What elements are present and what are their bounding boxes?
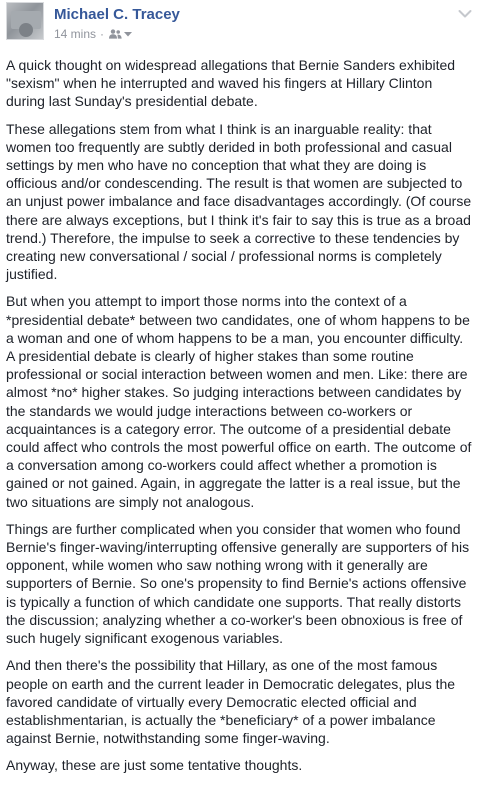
post-header: [0, 0, 480, 56]
meta-separator: ·: [100, 27, 105, 41]
post-paragraph: These allegations stem from what I think is an inarguable reality: that women too frequently are subtly derided in both professional and casual settings by men who have no conception that what they are doing is officious and/or condescending. The result is that women are subjected to an unjust power imbalance and face disadvantages accordingly. (Of course there are always exceptions, but I think it's fair to say this is true as a broad trend.) Therefore, the impulse to seek a corrective to these tendencies by creating new conversational / social / professional norms is completely justified.: [6, 120, 472, 283]
friends-icon[interactable]: [109, 29, 122, 39]
audience-chevron-down-icon[interactable]: [124, 31, 132, 37]
author-name-link[interactable]: Michael C. Tracey: [54, 6, 180, 23]
post-paragraph: Anyway, these are just some tentative thoughts.: [6, 757, 303, 774]
post-options-chevron-down-icon[interactable]: [458, 6, 472, 16]
post-paragraph: And then there's the possibility that Hillary, as one of the most famous people on earth and the current leader in Democratic delegates, plus the favored candidate of virtually every Democratic elected official and establishmentarian, is actually the *beneficiary* of a power imbalance against Bernie, notwithstanding some finger-waving.: [6, 657, 456, 747]
post-paragraph: Things are further complicated when you consider that women who found Bernie's finger-waving/interrupting offensive generally are supporters of his opponent, while women who saw nothing wrong with it generally are supporters of Bernie. So one's propensity to find Bernie's actions offensive is typically a function of which candidate one supports. That really distorts the discussion; analyzing whether a co-worker's been obnoxious is free of such hugely significant exogenous variables.: [6, 520, 470, 647]
post-paragraph: But when you attempt to import those norms into the context of a *presidential debate* between two candidates, one of whom happens to be a woman and one of whom happens to be a man, you encounter difficulty. A presidential debate is clearly of higher stakes than some routine professional or social interaction between women and men. Like: there are almost *no* higher stakes. So judging interactions between candidates by the standards we would judge interactions between co-workers or acquaintances is a category error. The outcome of a presidential debate could affect who controls the most powerful office on earth. The outcome of a conversation among co-workers could affect whether a promotion is gained or not gained. Again, in aggregate the latter is a real issue, but the two situations are simply not analogous.: [6, 293, 472, 510]
post-paragraph: A quick thought on widespread allegations that Bernie Sanders exhibited "sexism" when he interrupted and waved his fingers at Hillary Clinton during last Sunday's presidential debate.: [6, 57, 456, 110]
post-body: [6, 56, 474, 784]
author-avatar[interactable]: [6, 2, 44, 40]
post-timestamp[interactable]: 14 mins: [54, 27, 97, 41]
post-meta: [54, 26, 132, 42]
